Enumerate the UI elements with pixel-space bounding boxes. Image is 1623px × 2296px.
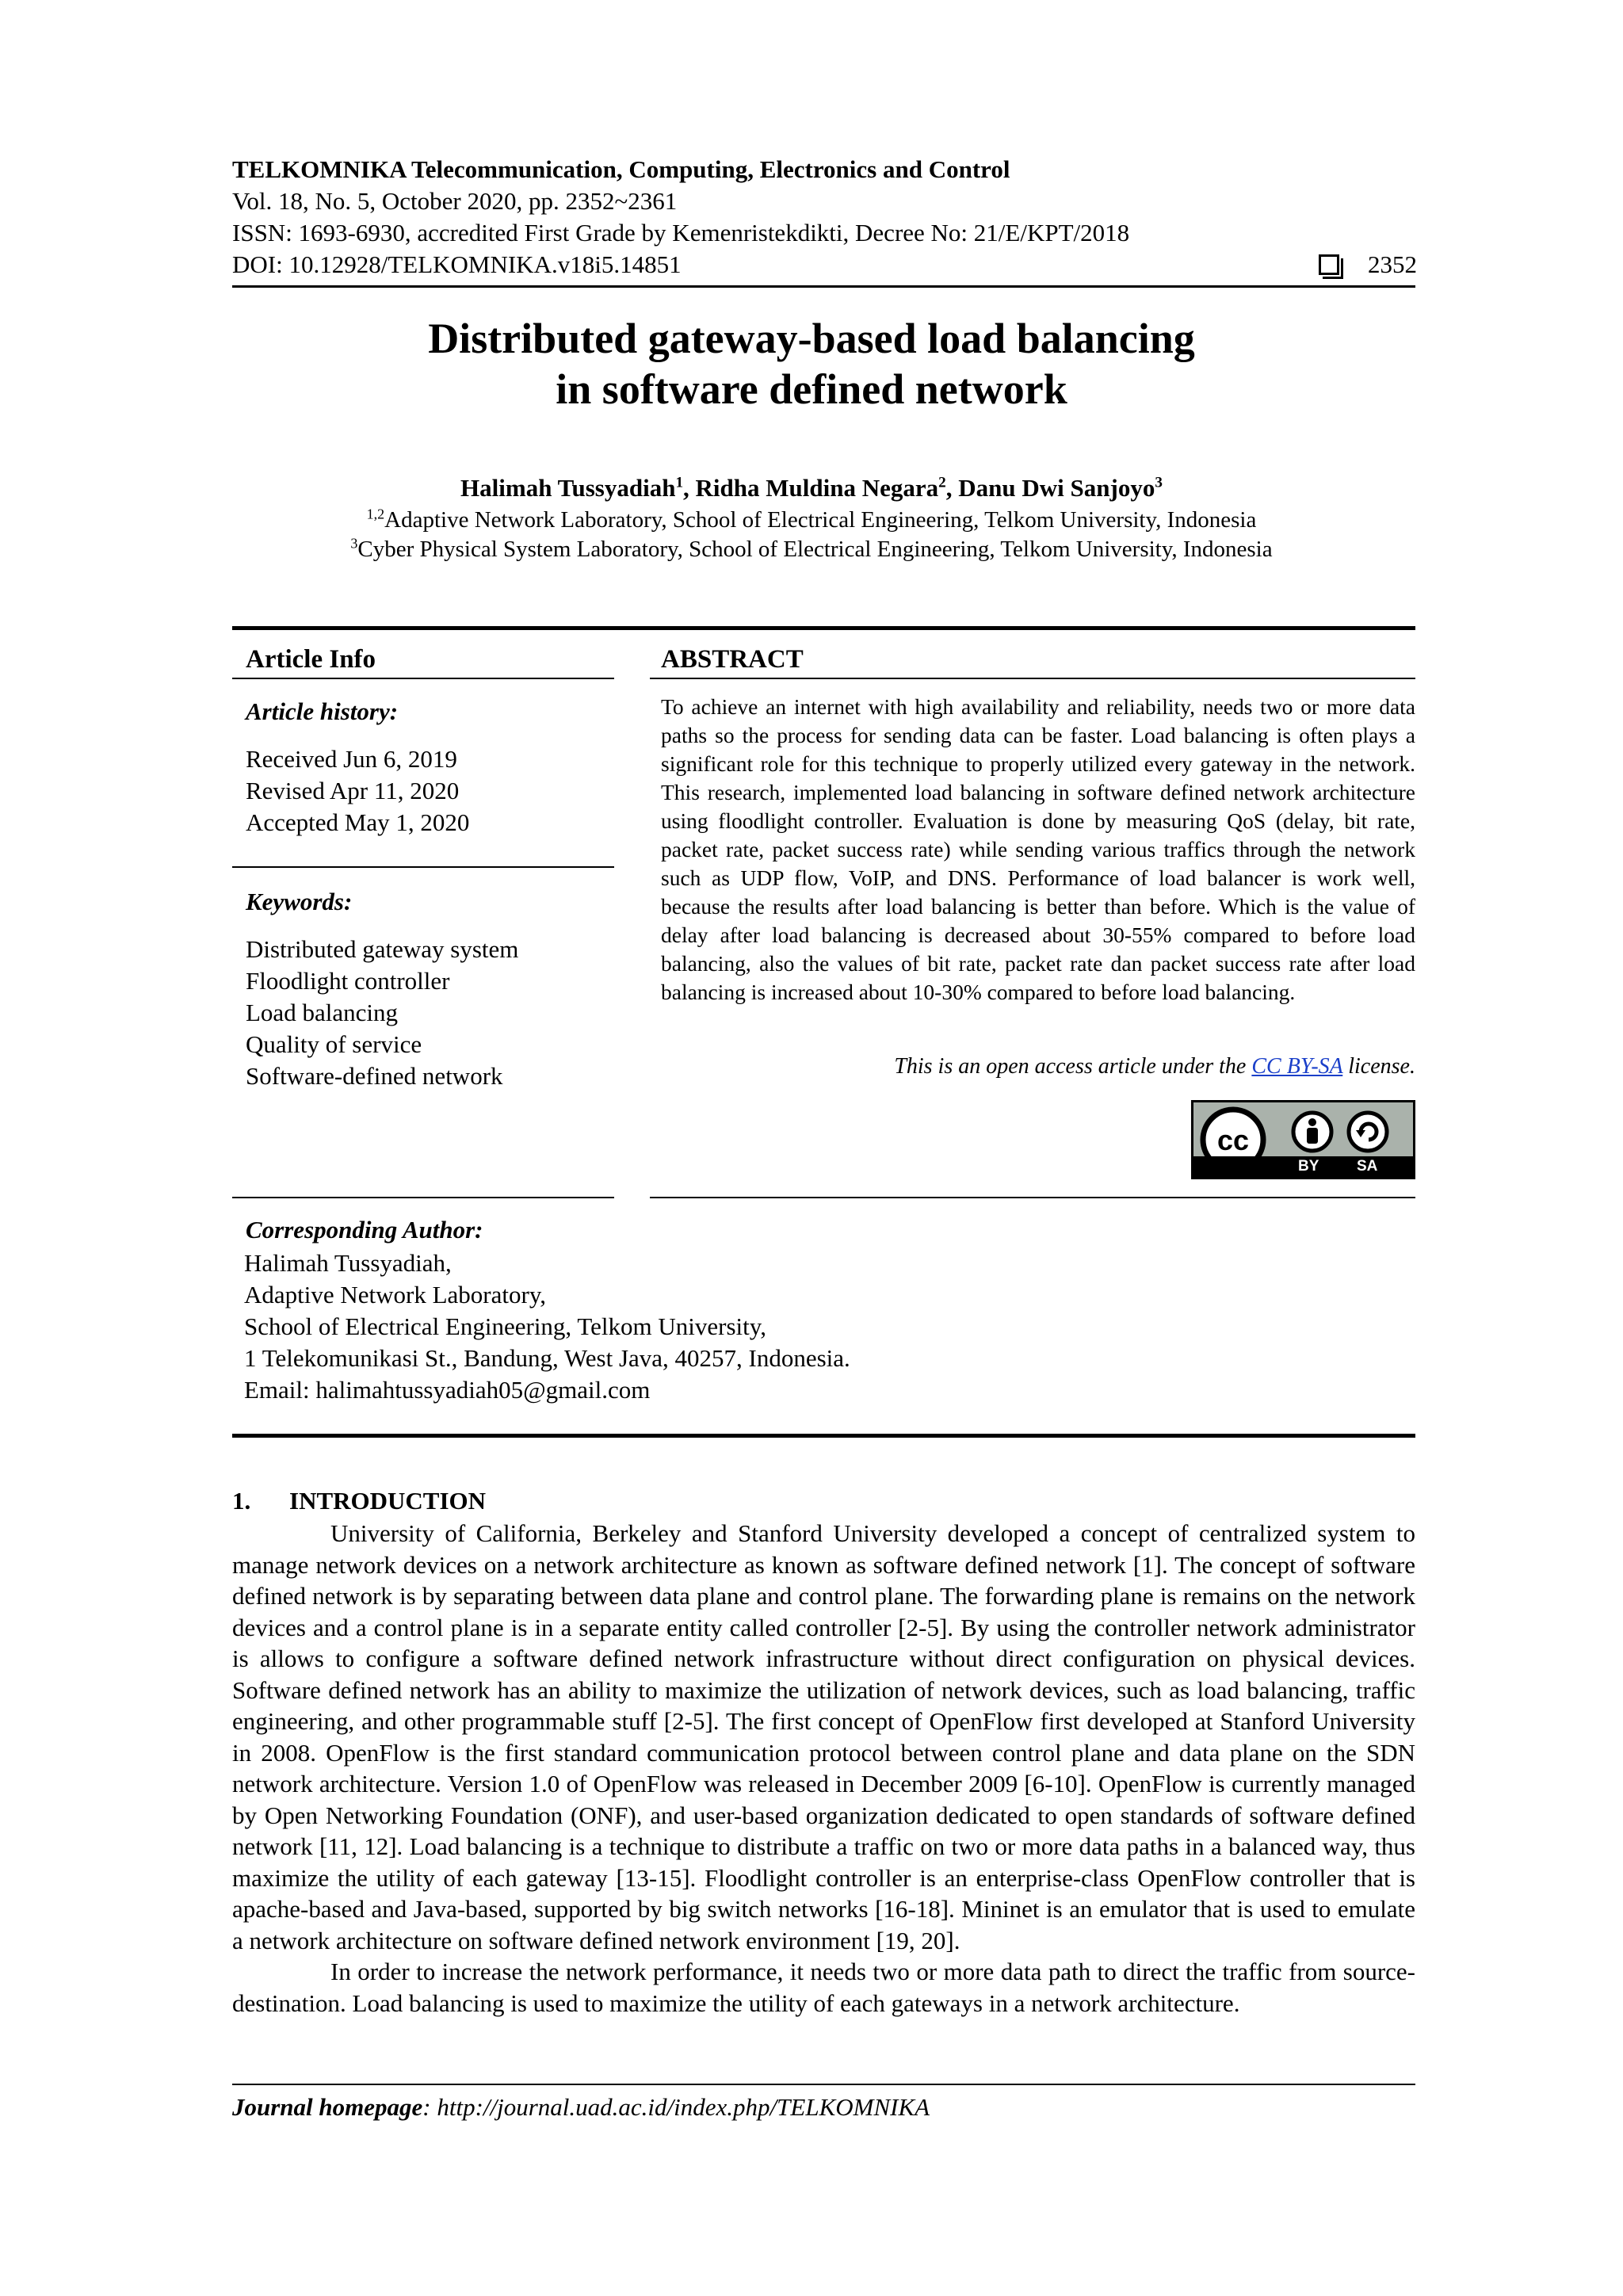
license-note xyxy=(894,1054,1415,1079)
volume-info: Vol. 18, No. 5, October 2020, pp. 2352~2361 xyxy=(232,187,678,215)
cc-logo-text: cc xyxy=(1216,1124,1250,1156)
article-history-heading: Article history: xyxy=(246,697,399,725)
section-number: 1. xyxy=(232,1487,251,1515)
affiliation-text: Adaptive Network Laboratory, School of Electrical Engineering, Telkom University, Indonesia xyxy=(384,507,1257,533)
abstract-text: To achieve an internet with high availability and reliability, needs two or more data paths so the process for sending data can be faster. Load balancing is often plays a significant role for this technique to properly utilized every gateway in the network. This research, implemented load balancing in software defined network architecture using floodlight controller. Evaluation is done by measuring QoS (delay, bit rate, packet rate, packet success rate) while sending various traffics through the network such as UDP flow, VoIP, and DNS. Performance of load balancer is work well, because the results after load balancing is better than before. Which is the value of delay after load balancing is decreased about 30-55% compared to before load balancing, also the values of bit rate, packet rate dan packet success rate after load balancing is increased about 10-30% compared to before load balancing. xyxy=(661,694,1415,1004)
corresponding-details xyxy=(244,1247,850,1406)
affiliation xyxy=(0,537,1623,563)
corr-lab: Adaptive Network Laboratory, xyxy=(244,1281,547,1308)
page-number-block xyxy=(1319,250,1417,279)
paper-title-line-2: in software defined network xyxy=(556,365,1067,413)
paper-title-line-1: Distributed gateway-based load balancing xyxy=(428,315,1195,362)
info-top-rule xyxy=(232,626,1415,630)
paragraph: In order to increase the network performance, it needs two or more data path to direct the traffic from source-destination. Load balancing is used to maximize the utility of each gateways in a network architecture. xyxy=(232,1958,1415,2017)
history-list xyxy=(246,743,469,839)
cc-by-label: BY xyxy=(1298,1158,1319,1175)
article-info-rule xyxy=(232,678,614,679)
author-list xyxy=(0,474,1623,502)
page-box-icon xyxy=(1319,254,1339,275)
corr-top-rule-right xyxy=(650,1197,1415,1198)
author-affil-mark: 2 xyxy=(938,474,946,491)
keyword-item: Floodlight controller xyxy=(246,967,450,995)
author-affil-mark: 3 xyxy=(1155,474,1163,491)
keyword-item: Load balancing xyxy=(246,999,398,1026)
cc-sa-label: SA xyxy=(1357,1158,1378,1175)
corresponding-heading: Corresponding Author: xyxy=(246,1216,483,1244)
license-post: license. xyxy=(1342,1054,1415,1079)
author-sep: , xyxy=(683,474,696,502)
keywords-heading: Keywords: xyxy=(246,888,353,915)
author-name: Halimah Tussyadiah xyxy=(460,474,676,502)
corr-address: 1 Telekomunikasi St., Bandung, West Java, 40257, Indonesia. xyxy=(244,1344,850,1372)
footer-url[interactable]: : http://journal.uad.ac.id/index.php/TELKOMNIKA xyxy=(422,2093,930,2121)
introduction-body xyxy=(232,1518,1415,2019)
history-received: Received Jun 6, 2019 xyxy=(246,745,457,773)
info-bottom-rule xyxy=(232,1434,1415,1438)
affiliation-mark: 3 xyxy=(350,535,358,552)
corr-top-rule-left xyxy=(232,1197,614,1198)
paragraph: University of California, Berkeley and Stanford University developed a concept of centralized system to manage network devices on a network architecture as known as software defined network [1]. The concept of software defined network is by separating between data plane and control plane. The forwarding plane is remains on the network devices and a control plane is in a separate entity called controller [2-5]. By using the controller network administrator is allows to configure a software defined network infrastructure without direct configuration on physical devices. Software defined network has an ability to maximize the utilization of network devices, such as load balancing, traffic engineering, and other programmable stuff [2-5]. The first concept of OpenFlow first developed at Stanford University in 2008. OpenFlow is the first standard communication protocol between control plane and data plane on the SDN network architecture. Version 1.0 of OpenFlow was released in December 2009 [6-10]. OpenFlow is currently managed by Open Networking Foundation (ONF), and user-based organization dedicated to open standards of software defined network [11, 12]. Load balancing is a technique to distribute a traffic on two or more data paths in a balanced way, thus maximize the utility of each gateway [13-15]. Floodlight controller is an enterprise-class OpenFlow controller that is apache-based and Java-based, supported by big switch networks [16-18]. Mininet is an emulator that is used to emulate a network architecture on software defined network environment [19, 20]. xyxy=(232,1519,1415,1954)
affiliation-text: Cyber Physical System Laboratory, School of Electrical Engineering, Telkom University, Indonesia xyxy=(357,537,1273,562)
section-title: INTRODUCTION xyxy=(289,1487,487,1515)
author-name: Danu Dwi Sanjoyo xyxy=(958,474,1155,502)
license-link[interactable]: CC BY-SA xyxy=(1251,1054,1343,1079)
article-info-heading: Article Info xyxy=(246,645,376,674)
header-rule xyxy=(232,285,1415,288)
section-heading-introduction xyxy=(232,1487,486,1515)
cc-by-sa-badge[interactable] xyxy=(1191,1100,1415,1179)
author-affil-mark: 1 xyxy=(675,474,684,491)
journal-homepage xyxy=(232,2093,930,2122)
abstract-heading: ABSTRACT xyxy=(661,645,804,674)
corr-email: Email: halimahtussyadiah05@gmail.com xyxy=(244,1376,651,1404)
journal-name: TELKOMNIKA Telecommunication, Computing, Electronics and Control xyxy=(232,155,1010,183)
issn-info: ISSN: 1693-6930, accredited First Grade by Kemenristekdikti, Decree No: 21/E/KPT/2018 xyxy=(232,219,1130,246)
corr-school: School of Electrical Engineering, Telkom University, xyxy=(244,1312,766,1340)
keyword-item: Software-defined network xyxy=(246,1062,503,1090)
cc-badge-strip xyxy=(1193,1156,1413,1177)
abstract-rule xyxy=(650,678,1415,679)
page-number: 2352 xyxy=(1368,250,1417,278)
license-pre: This is an open access article under the xyxy=(894,1054,1252,1079)
keyword-item: Distributed gateway system xyxy=(246,935,519,963)
footer-label: Journal homepage xyxy=(232,2093,423,2121)
keyword-item: Quality of service xyxy=(246,1030,422,1058)
author-sep: , xyxy=(945,474,959,502)
affiliation xyxy=(0,507,1623,533)
footer-rule xyxy=(232,2084,1415,2085)
affiliation-mark: 1,2 xyxy=(366,506,385,522)
history-revised: Revised Apr 11, 2020 xyxy=(246,777,460,804)
author-name: Ridha Muldina Negara xyxy=(695,474,939,502)
keywords-rule xyxy=(232,866,614,868)
doi-info: DOI: 10.12928/TELKOMNIKA.v18i5.14851 xyxy=(232,250,682,278)
keywords-list xyxy=(246,934,518,1092)
corr-name: Halimah Tussyadiah, xyxy=(244,1249,452,1277)
history-accepted: Accepted May 1, 2020 xyxy=(246,808,470,836)
